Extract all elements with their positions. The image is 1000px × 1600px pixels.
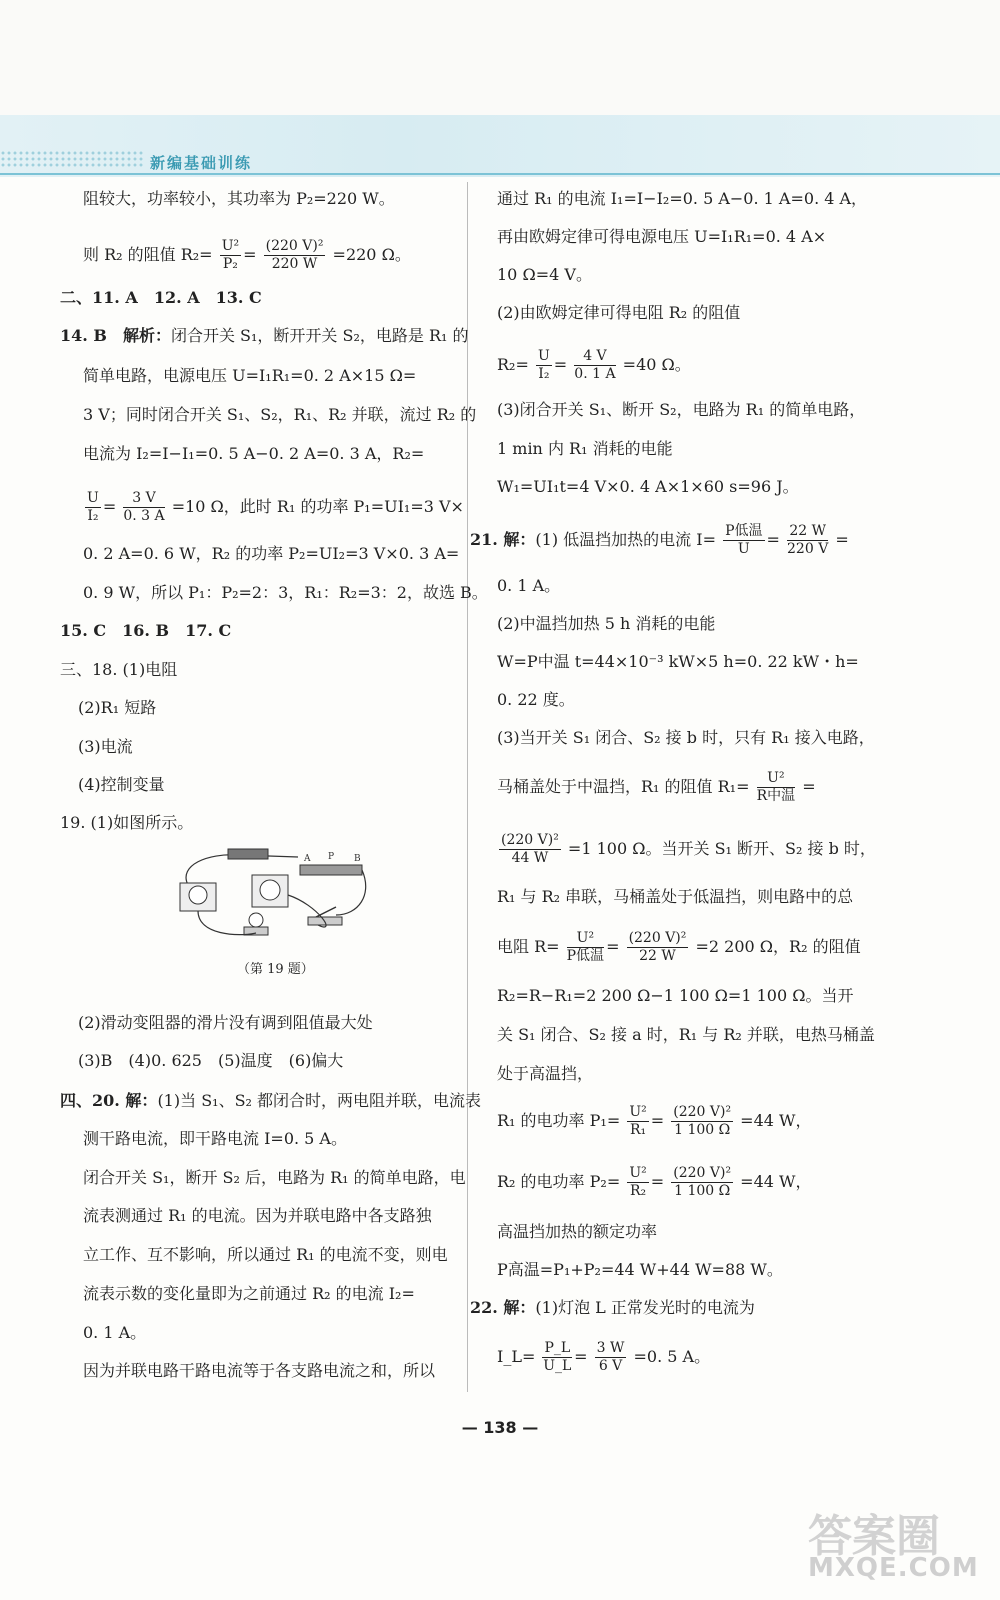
text-line: 高温挡加热的额定功率 [497, 1222, 658, 1241]
page-number: — 138 — [461, 1418, 539, 1437]
fraction: $\frac{\text{U²}}{\text{R中温}}$ [756, 770, 796, 804]
top-margin [0, 0, 1000, 115]
text-line: W₁=UI₁t=4 V×0. 4 A×1×60 s=96 J。 [497, 477, 799, 496]
fraction: $\frac{\text{U²}}{\text{R₁}}$ [629, 1104, 647, 1138]
svg-text:B: B [354, 854, 361, 864]
answer-line: (4)控制变量 [78, 775, 165, 794]
formula-line: I_L= $\frac{P\_L}{U\_L}$ = $\frac{3 W}{6 V}$ =0. 5 A。 [497, 1340, 711, 1374]
formula-line: R₂= $\frac{U}{\text{I₂}}$ = $\frac{4 V}{0. 1 A}$ =40 Ω。 [497, 348, 691, 382]
formula-line: R₁ 的电功率 P₁= $\frac{\text{U²}}{\text{R₁}}$ = $\frac{\text{(220 V)²}}{1 100 \Omega}$ =44 W， [497, 1104, 812, 1138]
text-line: 通过 R₁ 的电流 I₁=I−I₂=0. 5 A−0. 1 A=0. 4 A， [497, 189, 868, 208]
answer-line: 二、11. A 12. A 13. C [60, 288, 262, 307]
text-line: 阻较大，功率较小，其功率为 P₂=220 W。 [83, 189, 395, 208]
formula-line: 则 R₂ 的阻值 R₂= $\frac{\text{U²}}{\text{P₂}}$ = $\frac{\text{(220 V)²}}{220 W}$ =220 Ω。 [83, 238, 411, 272]
text-line: 0. 22 度。 [497, 690, 575, 709]
header-rule [0, 173, 1000, 175]
formula-line: R₂ 的电功率 P₂= $\frac{\text{U²}}{\text{R₂}}$ = $\frac{\text{(220 V)²}}{1 100 \Omega}$ =44 W， [497, 1165, 812, 1199]
fraction: $\frac{\text{P低温}}{U}$ [725, 523, 763, 557]
text-line: P高温=P₁+P₂=44 W+44 W=88 W。 [497, 1260, 783, 1279]
text-line: 因为并联电路干路电流等于各支路电流之和，所以 [83, 1361, 436, 1380]
fraction: $\frac{\text{U²}}{\text{P低温}}$ [566, 930, 605, 964]
figure-caption: （第 19 题） [237, 962, 314, 977]
text-line: (3)闭合开关 S₁、断开 S₂，电路为 R₁ 的简单电路， [497, 400, 866, 419]
text-line: 立工作、互不影响，所以通过 R₁ 的电流不变，则电 [83, 1245, 448, 1264]
formula-line: $\frac{U}{\text{I₂}}$ = $\frac{3 V}{0. 3 A}$ =10 Ω，此时 R₁ 的功率 P₁=UI₁=3 V× [87, 490, 464, 524]
text-line: 3 V；同时闭合开关 S₁、S₂，R₁、R₂ 并联，流过 R₂ 的 [83, 405, 477, 424]
formula-line: 21. 解：(1) 低温挡加热的电流 I= $\frac{\text{P低温}}{U}$ = $\frac{22 W}{220 V}$ = [470, 523, 849, 557]
answer-line: (2)滑动变阻器的滑片没有调到阻值最大处 [78, 1013, 373, 1032]
fraction: $\frac{\text{U²}}{\text{P₂}}$ [221, 238, 240, 272]
answer-line: 三、18. (1)电阻 [60, 660, 178, 679]
column-divider [467, 182, 468, 1392]
answer-line: (2)R₁ 短路 [78, 698, 157, 717]
answer-line: 15. C 16. B 17. C [60, 621, 232, 640]
text-line: 再由欧姆定律可得电源电压 U=I₁R₁=0. 4 A× [497, 227, 827, 246]
text-line: 22. 解：(1)灯泡 L 正常发光时的电流为 [470, 1298, 755, 1317]
text-line: (3)当开关 S₁ 闭合、S₂ 接 b 时，只有 R₁ 接入电路， [497, 728, 875, 747]
answer-line: (3)B (4)0. 625 (5)温度 (6)偏大 [78, 1051, 344, 1070]
fraction: $\frac{U}{\text{I₂}}$ [87, 490, 99, 524]
text-line: 0. 2 A=0. 6 W，R₂ 的功率 P₂=UI₂=3 V×0. 3 A= [83, 544, 460, 563]
text-line: 电流为 I₂=I−I₁=0. 5 A−0. 2 A=0. 3 A，R₂= [83, 444, 425, 463]
watermark-url: MXQE.COM [808, 1553, 979, 1583]
text-line: 闭合开关 S₁，断开 S₂ 后，电路为 R₁ 的简单电路，电 [83, 1168, 466, 1187]
text-line: (2)中温挡加热 5 h 消耗的电能 [497, 614, 716, 633]
answer-line: (3)电流 [78, 737, 133, 756]
svg-text:P: P [328, 852, 335, 862]
circuit-diagram [168, 845, 378, 945]
text-line: R₁ 与 R₂ 串联，马桶盖处于低温挡，则电路中的总 [497, 887, 854, 906]
watermark-logo: 答案圈 [808, 1511, 940, 1562]
formula-line: 电阻 R= $\frac{\text{U²}}{\text{P低温}}$ = $\frac{\text{(220 V)²}}{22 W}$ =2 200 Ω，R₂ 的阻值 [497, 930, 861, 964]
text-line: R₂=R−R₁=2 200 Ω−1 100 Ω=1 100 Ω。当开 [497, 986, 854, 1005]
text-line: 0. 9 W，所以 P₁：P₂=2：3，R₁：R₂=3：2，故选 B。 [83, 583, 488, 602]
text-line: 简单电路，电源电压 U=I₁R₁=0. 2 A×15 Ω= [83, 366, 417, 385]
formula-line: $\frac{\text{(220 V)²}}{44 W}$ =1 100 Ω。当开关 S₁ 断开、S₂ 接 b 时， [501, 832, 876, 866]
header-dot-pattern [0, 150, 145, 168]
text-line: 测干路电流，即干路电流 I=0. 5 A。 [83, 1129, 347, 1148]
fraction: $\frac{3 V}{0. 3 A}$ [123, 490, 165, 524]
text-line: 四、20. 解：(1)当 S₁、S₂ 都闭合时，两电阻并联，电流表 [60, 1091, 482, 1110]
formula-line: 马桶盖处于中温挡，R₁ 的阻值 R₁= $\frac{\text{U²}}{\text{R中温}}$ = [497, 770, 816, 804]
fraction: $\frac{\text{(220 V)²}}{44 W}$ [501, 832, 559, 866]
fraction: $\frac{\text{(220 V)²}}{220 W}$ [265, 238, 324, 272]
fraction: $\frac{P\_L}{U\_L}$ [543, 1340, 572, 1374]
text-line: 0. 1 A。 [497, 576, 561, 595]
header-title: 新编基础训练 [150, 154, 253, 172]
text-line: W=P中温 t=44×10⁻³ kW×5 h=0. 22 kW・h= [497, 652, 859, 671]
fraction: $\frac{\text{U²}}{\text{R₂}}$ [629, 1165, 647, 1199]
text-line: 0. 1 A。 [83, 1323, 147, 1342]
fraction: $\frac{\text{(220 V)²}}{1 100 \Omega}$ [673, 1104, 732, 1138]
svg-text:A: A [304, 854, 311, 864]
fraction: $\frac{3 W}{6 V}$ [596, 1340, 625, 1374]
text-line: 流表测通过 R₁ 的电流。因为并联电路中各支路独 [83, 1206, 432, 1225]
text-line: 1 min 内 R₁ 消耗的电能 [497, 439, 673, 458]
text-line: 流表示数的变化量即为之前通过 R₂ 的电流 I₂= [83, 1284, 415, 1303]
text-line: 关 S₁ 闭合、S₂ 接 a 时，R₁ 与 R₂ 并联，电热马桶盖 [497, 1025, 875, 1044]
fraction: $\frac{4 V}{0. 1 A}$ [574, 348, 616, 382]
fraction: $\frac{\text{(220 V)²}}{22 W}$ [628, 930, 687, 964]
fraction: $\frac{U}{\text{I₂}}$ [537, 348, 550, 382]
text-line: 10 Ω=4 V。 [497, 265, 592, 284]
text-line: 14. B 解析：闭合开关 S₁，断开开关 S₂，电路是 R₁ 的 [60, 326, 469, 345]
text-line: 处于高温挡， [497, 1064, 594, 1083]
answer-line: 19. (1)如图所示。 [60, 813, 194, 832]
fraction: $\frac{\text{(220 V)²}}{1 100 \Omega}$ [673, 1165, 732, 1199]
text-line: (2)由欧姆定律可得电阻 R₂ 的阻值 [497, 303, 741, 322]
fraction: $\frac{22 W}{220 V}$ [787, 523, 829, 557]
